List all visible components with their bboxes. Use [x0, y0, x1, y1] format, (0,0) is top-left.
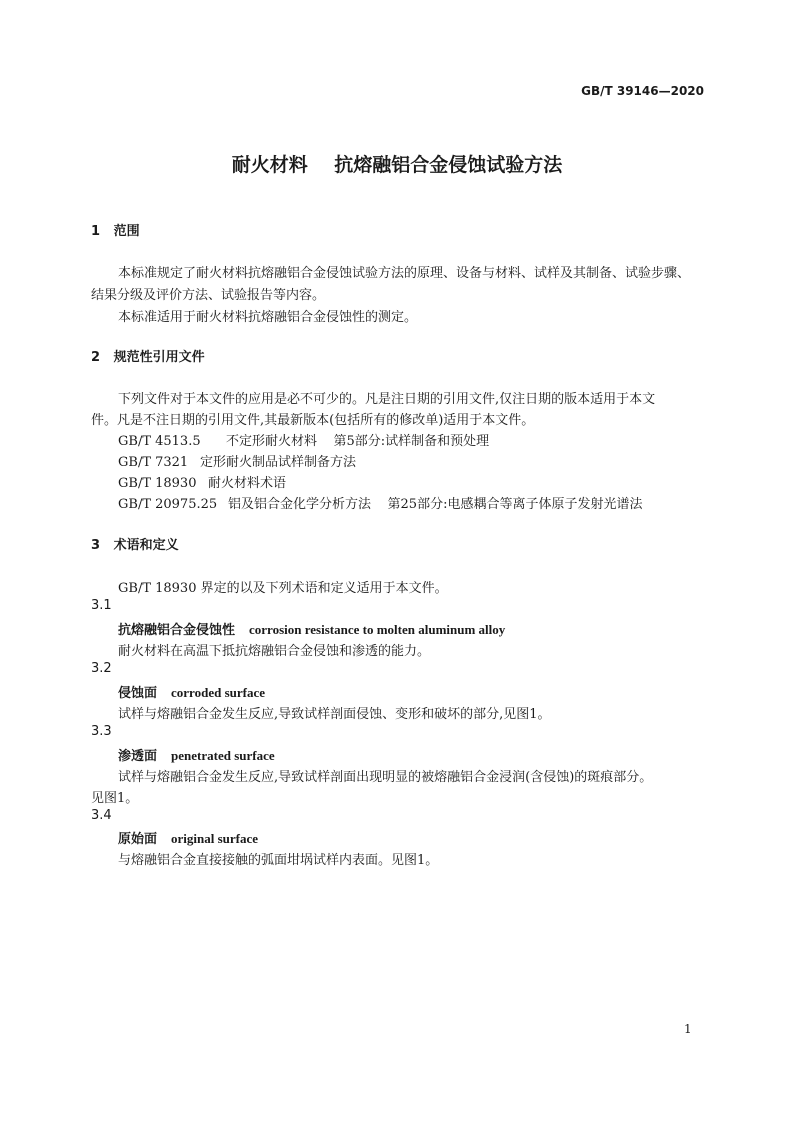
term-heading [118, 745, 275, 764]
section-1-para-1-line-1: 本标准规定了耐火材料抗熔融铝合金侵蚀试验方法的原理、设备与材料、试样及其制备、试验步骤、 [118, 266, 691, 281]
term-chinese: 侵蚀面 [118, 686, 158, 701]
reference-title: 不定形耐火材料 第5部分:试样制备和预处理 [226, 434, 490, 449]
term-english: original surface [171, 831, 259, 846]
reference-item [118, 430, 489, 449]
document-title: 耐火材料 抗熔融铝合金侵蚀试验方法 [231, 154, 563, 176]
term-heading [118, 682, 265, 701]
section-1-para-2: 本标准适用于耐火材料抗熔融铝合金侵蚀性的测定。 [118, 310, 418, 325]
reference-code: GB/T 7321 [118, 455, 189, 470]
reference-code: GB/T 20975.25 [118, 497, 218, 512]
term-definition: 与熔融铝合金直接接触的弧面坩埚试样内表面。见图1。 [118, 853, 439, 868]
reference-code: GB/T 4513.5 [118, 434, 201, 449]
reference-title: 铝及铝合金化学分析方法 第25部分:电感耦合等离子体原子发射光谱法 [228, 497, 643, 512]
term-chinese: 渗透面 [118, 749, 158, 764]
term-definition: 耐火材料在高温下抵抗熔融铝合金侵蚀和渗透的能力。 [118, 644, 431, 659]
reference-title: 耐火材料术语 [208, 476, 287, 491]
term-english: penetrated surface [171, 748, 275, 763]
term-chinese: 抗熔融铝合金侵蚀性 [118, 623, 236, 638]
term-chinese: 原始面 [118, 832, 158, 847]
section-3-heading: 3 术语和定义 [91, 538, 179, 553]
term-number: 3.4 [91, 808, 112, 823]
term-number: 3.3 [91, 724, 112, 739]
section-2-heading: 2 规范性引用文件 [91, 350, 205, 365]
reference-item [118, 493, 642, 512]
reference-item [118, 451, 356, 470]
term-definition: 试样与熔融铝合金发生反应,导致试样剖面侵蚀、变形和破坏的部分,见图1。 [118, 707, 551, 722]
term-english: corrosion resistance to molten aluminum alloy [249, 622, 506, 637]
term-definition-line-2: 见图1。 [91, 791, 139, 806]
section-2-para-line-2: 件。凡是不注日期的引用文件,其最新版本(包括所有的修改单)适用于本文件。 [91, 413, 535, 428]
standard-code: GB/T 39146—2020 [581, 84, 704, 98]
section-3-intro: GB/T 18930 界定的以及下列术语和定义适用于本文件。 [118, 581, 448, 596]
reference-title: 定形耐火制品试样制备方法 [200, 455, 357, 470]
section-1-heading: 1 范围 [91, 224, 140, 239]
section-1-para-1-line-2: 结果分级及评价方法、试验报告等内容。 [91, 288, 326, 303]
term-heading [118, 619, 505, 638]
term-number: 3.1 [91, 598, 112, 613]
page-number: 1 [684, 1022, 692, 1036]
reference-code: GB/T 18930 [118, 476, 197, 491]
term-english: corroded surface [171, 685, 265, 700]
term-number: 3.2 [91, 661, 112, 676]
section-2-para-line-1: 下列文件对于本文件的应用是必不可少的。凡是注日期的引用文件,仅注日期的版本适用于本文 [118, 392, 656, 407]
term-definition-line-1: 试样与熔融铝合金发生反应,导致试样剖面出现明显的被熔融铝合金浸润(含侵蚀)的斑痕部分。 [118, 770, 653, 785]
reference-item [118, 472, 286, 491]
term-heading [118, 828, 258, 847]
